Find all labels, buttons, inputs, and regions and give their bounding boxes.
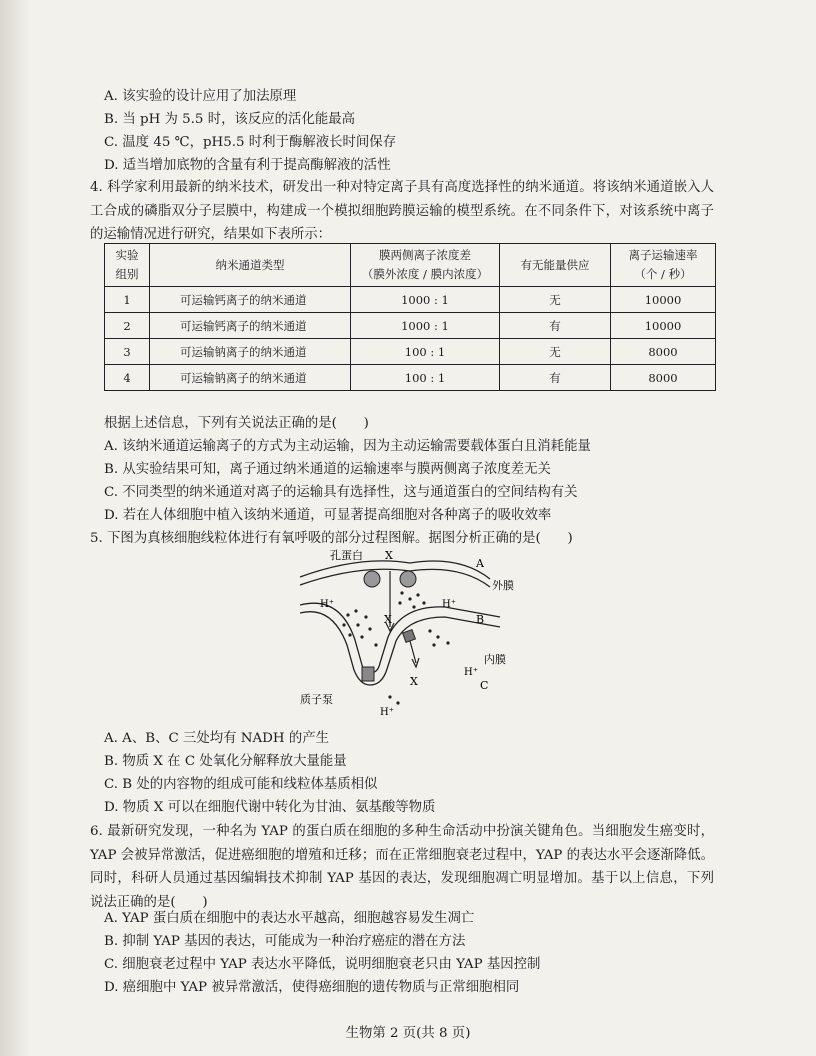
header-group: 实验 组别 [105,244,150,287]
q4-option-b: B. 从实验结果可知，离子通过纳米通道的运输速率与膜两侧离子浓度差无关 [104,462,551,477]
label-b: B [476,613,485,626]
page-footer: 生物第 2 页(共 8 页) [345,1026,471,1041]
cell-rate: 10000 [611,287,716,313]
q5-option-b: B. 物质 X 在 C 处氧化分解释放大量能量 [104,754,347,769]
q6-stem: 6. 最新研究发现，一种名为 YAP 的蛋白质在细胞的多种生命活动中扮演关键角色。当细胞发生癌变时，YAP 会被异常激活，促进癌细胞的增殖和迁移；而在正常细胞衰老过程中，YAP 的表达水平会逐渐降低。同时，科研人员通过基因编辑技术抑制 YAP 基因的表达，发现细胞凋亡明显增加。基于以上信息，下列说法正确的是( ) [90,824,714,910]
pore-protein-right [400,571,416,587]
label-inner-membrane: 内膜 [484,653,506,666]
q6-option-b: B. 抑制 YAP 基因的表达，可能成为一种治疗癌症的潜在方法 [104,934,466,949]
particle-dots [342,591,449,704]
cell-rate: 8000 [611,365,716,391]
label-c: C [480,679,489,692]
table-header-row [105,244,716,287]
q4-prompt: 根据上述信息，下列有关说法正确的是( ) [104,416,369,431]
header-channel-type: 纳米通道类型 [150,244,351,287]
cell-group: 2 [105,313,150,339]
q6-option-a: A. YAP 蛋白质在细胞中的表达水平越高，细胞越容易发生凋亡 [104,911,475,926]
label-h-left: H⁺ [320,599,334,610]
label-h-right: H⁺ [442,599,456,610]
cell-channel: 可运输钠离子的纳米通道 [150,365,351,391]
q4-option-a: A. 该纳米通道运输离子的方式为主动运输，因为主动运输需要载体蛋白且消耗能量 [104,439,591,454]
q4-option-d: D. 若在人体细胞中植入该纳米通道，可显著提高细胞对各种离子的吸收效率 [104,508,552,523]
cell-energy: 有 [500,313,611,339]
q5-option-c: C. B 处的内容物的组成可能和线粒体基质相似 [104,777,378,792]
cell-channel: 可运输钠离子的纳米通道 [150,339,351,365]
inner-membrane-protein [403,630,416,643]
label-x-mid: X [384,613,392,626]
cell-energy: 有 [500,365,611,391]
q5-option-d: D. 物质 X 可以在细胞代谢中转化为甘油、氨基酸等物质 [104,800,436,815]
cell-concentration: 1000 : 1 [351,287,500,313]
cell-energy: 无 [500,339,611,365]
header-rate: 离子运输速率 （个 / 秒） [611,244,716,287]
label-outer-membrane: 外膜 [492,579,514,592]
q6-option-c: C. 细胞衰老过程中 YAP 表达水平降低，说明细胞衰老只由 YAP 基因控制 [104,957,541,972]
cell-channel: 可运输钙离子的纳米通道 [150,287,351,313]
q4-stem: 4. 科学家利用最新的纳米技术，研发出一种对特定离子具有高度选择性的纳米通道。将该纳米通道嵌入人工合成的磷脂双分子层膜中，构建成一个模拟细胞跨膜运输的模型系统。在不同条件下，对该系统中离子的运输情况进行研究，结果如下表所示： [90,180,714,242]
header-concentration: 膜两侧离子浓度差 （膜外浓度 / 膜内浓度） [351,244,500,287]
cell-group: 3 [105,339,150,365]
label-a: A [476,557,484,570]
cell-group: 1 [105,287,150,313]
table-row [105,339,716,365]
pore-protein-left [364,571,380,587]
inner-membrane-line-1 [300,603,500,673]
proton-pump-shape [362,667,374,681]
outer-membrane-line-2 [300,569,490,587]
table-row [105,313,716,339]
label-pore-protein: 孔蛋白 [330,549,363,562]
q5-option-a: A. A、B、C 三处均有 NADH 的产生 [104,731,330,746]
cell-energy: 无 [500,287,611,313]
label-h-bottom: H⁺ [380,707,394,718]
table-row [105,287,716,313]
header-energy: 有无能量供应 [500,244,611,287]
cell-rate: 10000 [611,313,716,339]
q5-stem: 5. 下图为真核细胞线粒体进行有氧呼吸的部分过程图解。据图分析正确的是( ) [90,531,573,546]
page-edge-shadow [0,0,30,1056]
label-proton-pump: 质子泵 [300,693,333,706]
table-row [105,365,716,391]
q3-option-b: B. 当 pH 为 5.5 时，该反应的活化能最高 [104,112,356,127]
q4-option-c: C. 不同类型的纳米通道对离子的运输具有选择性，这与通道蛋白的空间结构有关 [104,485,578,500]
label-h-inner: H⁺ [464,667,478,678]
cell-concentration: 100 : 1 [351,365,500,391]
cell-channel: 可运输钙离子的纳米通道 [150,313,351,339]
cell-rate: 8000 [611,339,716,365]
q3-option-a: A. 该实验的设计应用了加法原理 [104,89,297,104]
mitochondria-diagram [300,545,520,720]
q3-option-c: C. 温度 45 ℃，pH5.5 时利于酶解液长时间保存 [104,135,397,150]
cell-concentration: 1000 : 1 [351,313,500,339]
label-x-top: X [385,549,393,562]
cell-group: 4 [105,365,150,391]
q6-option-d: D. 癌细胞中 YAP 被异常激活，使得癌细胞的遗传物质与正常细胞相同 [104,980,520,995]
q4-results-table [104,243,716,391]
q3-option-d: D. 适当增加底物的含量有利于提高酶解液的活性 [104,158,391,173]
cell-concentration: 100 : 1 [351,339,500,365]
label-x-bottom: X [410,675,418,688]
